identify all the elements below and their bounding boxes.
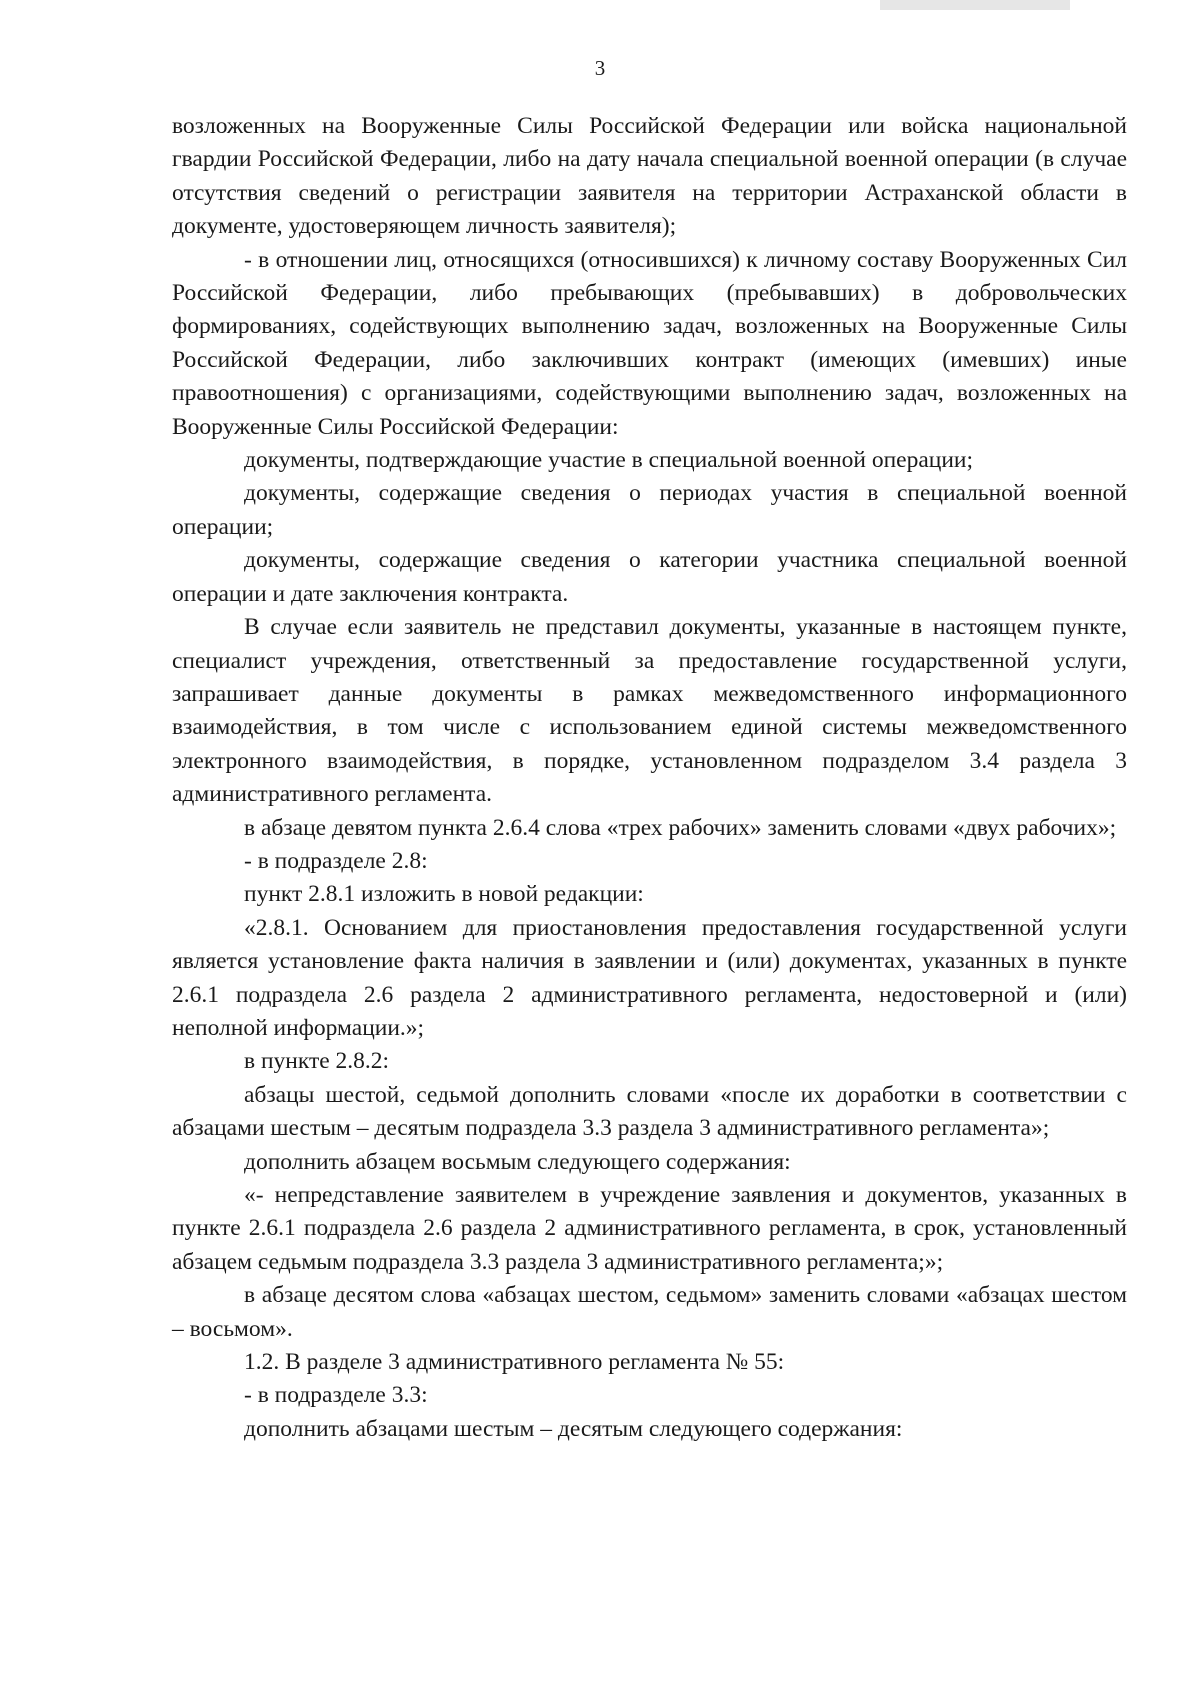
paragraph: документы, подтверждающие участие в специальной военной операции; <box>244 447 974 474</box>
paragraph: документы, содержащие сведения о категории участника специальной военной операции и дате заключения контракта. <box>172 547 1127 607</box>
paragraph: в абзаце десятом слова «абзацах шестом, седьмом» заменить словами «абзацах шестом – восьмом». <box>172 1282 1127 1342</box>
paragraph: в пункте 2.8.2: <box>244 1048 390 1075</box>
paragraph: в абзаце девятом пункта 2.6.4 слова «трех рабочих» заменить словами «двух рабочих»; <box>244 814 1117 841</box>
paragraph: дополнить абзацами шестым – десятым следующего содержания: <box>244 1415 903 1442</box>
paragraph: - в подразделе 3.3: <box>244 1382 428 1409</box>
paragraph: 1.2. В разделе 3 административного регламента № 55: <box>244 1349 785 1376</box>
paragraph: - в отношении лиц, относящихся (относившихся) к личному составу Вооруженных Сил Российской Федерации, либо пребывающих (пребывавших) в добровольческих формированиях, содействующих выполнению задач, возложенных на Вооруженные Силы Российской Федерации, либо заключивших контракт (имеющих (имевших) иные правоотношения) с организациями, содействующими выполнению задач, возложенных на Вооруженные Силы Российской Федерации: <box>172 246 1127 440</box>
paragraph: возложенных на Вооруженные Силы Российской Федерации или войска национальной гвардии Российской Федерации, либо на дату начала специальной военной операции (в случае отсутствия сведений о регистрации заявителя на территории Астраханской области в документе, удостоверяющем личность заявителя); <box>172 113 1127 240</box>
page-number: 3 <box>594 56 606 80</box>
paragraph: В случае если заявитель не представил документы, указанные в настоящем пункте, специалист учреждения, ответственный за предоставление государственной услуги, запрашивает данные документы в рамках межведомственного информационного взаимодействия, в том числе с использованием единой системы межведомственного электронного взаимодействия, в порядке, установленном подразделом 3.4 раздела 3 административного регламента. <box>172 614 1127 808</box>
paragraph: дополнить абзацем восьмым следующего содержания: <box>244 1148 791 1175</box>
paragraph: документы, содержащие сведения о периодах участия в специальной военной операции; <box>172 480 1127 540</box>
paragraph: пункт 2.8.1 изложить в новой редакции: <box>244 881 644 908</box>
document-body <box>172 110 1127 1446</box>
paragraph: «- непредставление заявителем в учреждение заявления и документов, указанных в пункте 2.6.1 подраздела 2.6 раздела 2 административного регламента, в срок, установленный абзацем седьмым подраздела 3.3 раздела 3 административного регламента;»; <box>172 1182 1127 1275</box>
scan-corner-mark <box>880 0 1070 10</box>
paragraph: - в подразделе 2.8: <box>244 847 428 874</box>
paragraph: «2.8.1. Основанием для приостановления предоставления государственной услуги является установление факта наличия в заявлении и (или) документах, указанных в пункте 2.6.1 подраздела 2.6 раздела 2 административного регламента, недостоверной и (или) неполной информации.»; <box>172 914 1127 1041</box>
paragraph: абзацы шестой, седьмой дополнить словами «после их доработки в соответствии с абзацами шестым – десятым подраздела 3.3 раздела 3 административного регламента»; <box>172 1081 1127 1142</box>
